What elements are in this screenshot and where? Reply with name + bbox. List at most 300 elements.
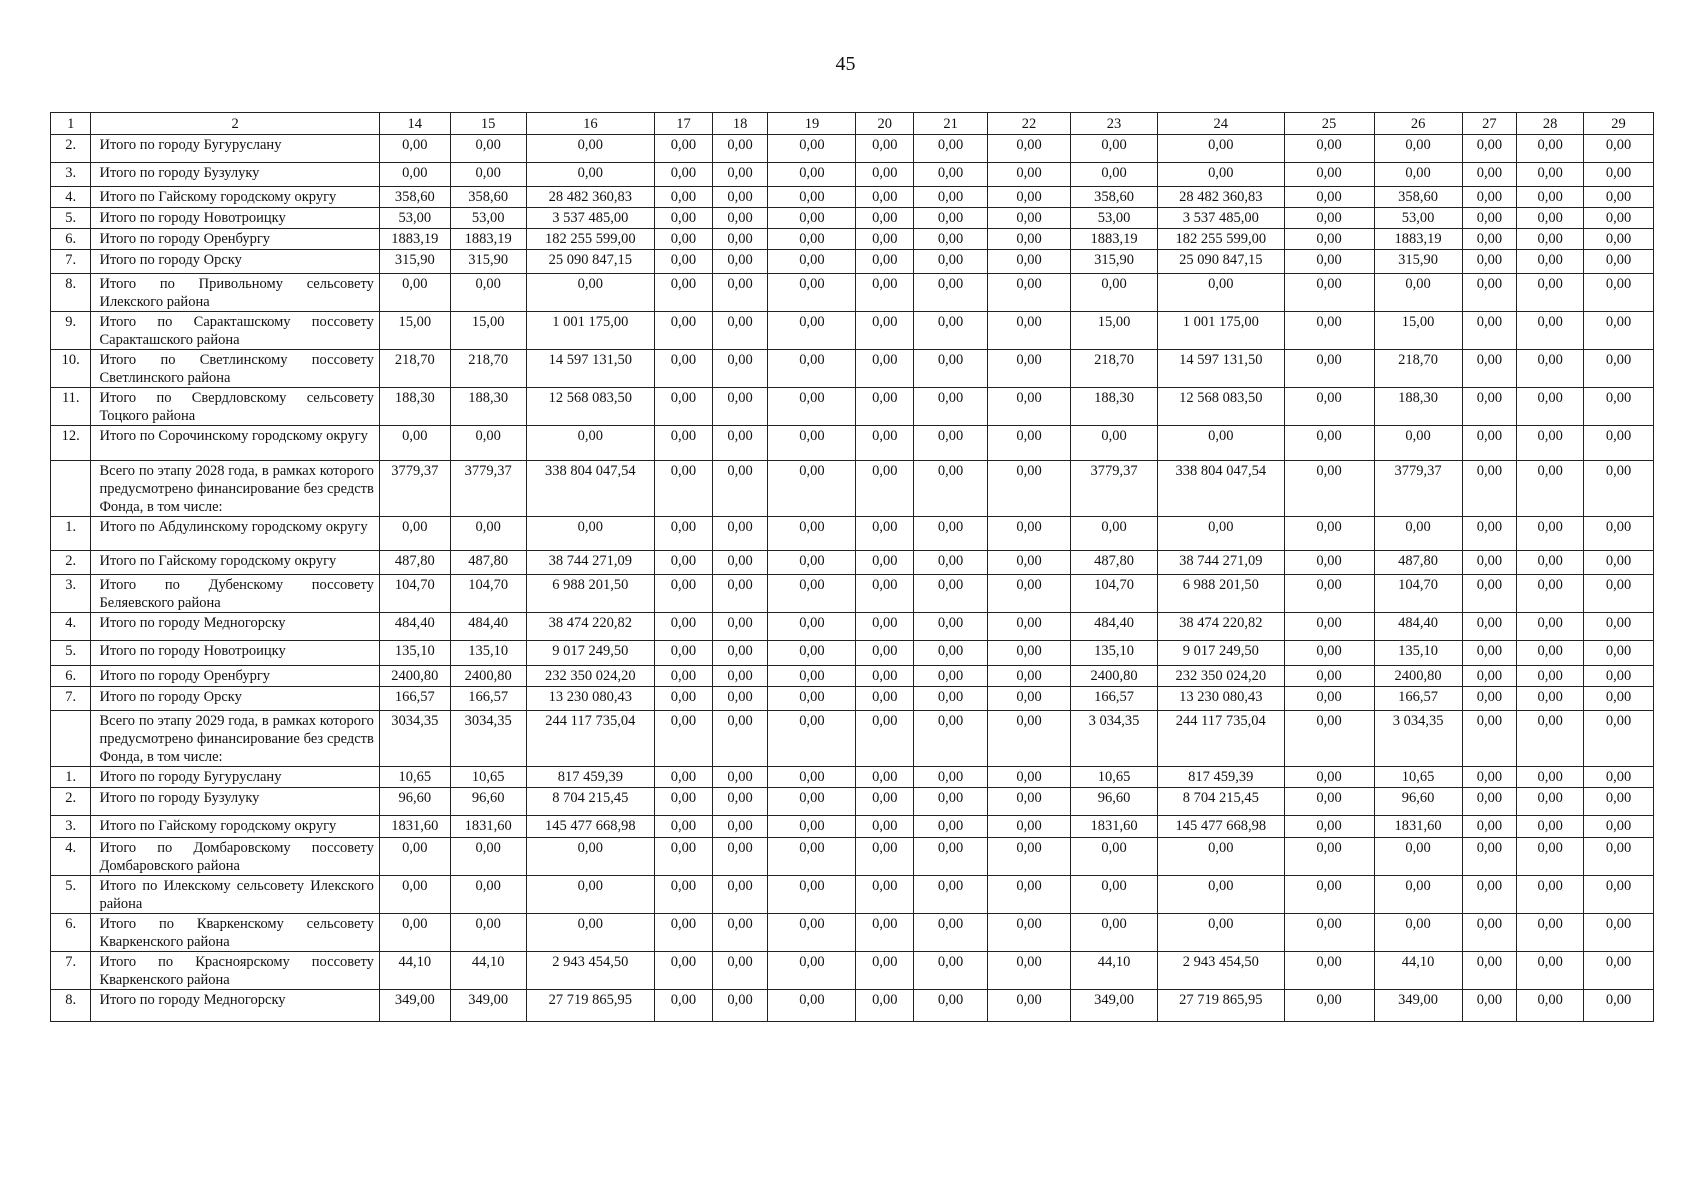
value-cell: 0,00: [655, 426, 713, 461]
value-cell: 0,00: [1517, 135, 1584, 163]
value-cell: 487,80: [379, 551, 450, 575]
table-row: [51, 641, 1654, 666]
value-cell: 166,57: [450, 687, 526, 711]
value-cell: 0,00: [1462, 838, 1517, 876]
value-cell: 0,00: [988, 208, 1071, 229]
value-cell: 0,00: [914, 575, 988, 613]
value-cell: 0,00: [655, 461, 713, 517]
value-cell: 0,00: [1584, 788, 1654, 816]
value-cell: 0,00: [1584, 767, 1654, 788]
column-header: 24: [1158, 113, 1284, 135]
value-cell: 0,00: [856, 163, 914, 187]
value-cell: 0,00: [1584, 187, 1654, 208]
value-cell: 2400,80: [1070, 666, 1157, 687]
value-cell: 0,00: [655, 208, 713, 229]
value-cell: 0,00: [914, 517, 988, 551]
value-cell: 0,00: [988, 135, 1071, 163]
value-cell: 0,00: [1284, 208, 1374, 229]
value-cell: 0,00: [655, 914, 713, 952]
value-cell: 0,00: [988, 687, 1071, 711]
value-cell: 25 090 847,15: [1158, 250, 1284, 274]
row-name-cell: Итого по городу Новотроицку: [91, 208, 379, 229]
value-cell: 0,00: [1284, 250, 1374, 274]
value-cell: 3779,37: [450, 461, 526, 517]
value-cell: 0,00: [988, 666, 1071, 687]
value-cell: 0,00: [1462, 517, 1517, 551]
row-name-cell: Итого по Дубенскому поссовету Беляевского района: [91, 575, 379, 613]
value-cell: 338 804 047,54: [1158, 461, 1284, 517]
value-cell: 0,00: [379, 163, 450, 187]
value-cell: 0,00: [655, 274, 713, 312]
value-cell: 0,00: [914, 687, 988, 711]
table-row: [51, 613, 1654, 641]
value-cell: 0,00: [1517, 250, 1584, 274]
value-cell: 0,00: [856, 250, 914, 274]
value-cell: 0,00: [1517, 461, 1584, 517]
value-cell: 182 255 599,00: [526, 229, 655, 250]
value-cell: 0,00: [655, 687, 713, 711]
value-cell: 0,00: [655, 613, 713, 641]
value-cell: 0,00: [768, 208, 856, 229]
value-cell: 6 988 201,50: [526, 575, 655, 613]
value-cell: 104,70: [1374, 575, 1462, 613]
value-cell: 0,00: [655, 952, 713, 990]
value-cell: 44,10: [1374, 952, 1462, 990]
value-cell: 358,60: [1374, 187, 1462, 208]
value-cell: 0,00: [988, 838, 1071, 876]
column-header: 2: [91, 113, 379, 135]
value-cell: 1831,60: [450, 816, 526, 838]
row-number-cell: 7.: [51, 687, 91, 711]
value-cell: 0,00: [768, 914, 856, 952]
value-cell: 3 034,35: [1374, 711, 1462, 767]
value-cell: 2 943 454,50: [526, 952, 655, 990]
value-cell: 0,00: [768, 388, 856, 426]
value-cell: 0,00: [914, 208, 988, 229]
row-name-cell: Итого по Светлинскому поссовету Светлинского района: [91, 350, 379, 388]
value-cell: 0,00: [1462, 551, 1517, 575]
row-name-cell: Итого по городу Оренбургу: [91, 666, 379, 687]
value-cell: 0,00: [988, 711, 1071, 767]
value-cell: 0,00: [1284, 711, 1374, 767]
value-cell: 0,00: [988, 461, 1071, 517]
value-cell: 0,00: [1070, 163, 1157, 187]
value-cell: 0,00: [1584, 575, 1654, 613]
value-cell: 0,00: [526, 426, 655, 461]
table-row: [51, 687, 1654, 711]
value-cell: 0,00: [655, 767, 713, 788]
value-cell: 0,00: [1284, 312, 1374, 350]
column-header: 22: [988, 113, 1071, 135]
value-cell: 166,57: [1374, 687, 1462, 711]
value-cell: 104,70: [1070, 575, 1157, 613]
value-cell: 0,00: [712, 208, 768, 229]
value-cell: 0,00: [914, 990, 988, 1022]
value-cell: 3 537 485,00: [526, 208, 655, 229]
value-cell: 96,60: [379, 788, 450, 816]
value-cell: 0,00: [988, 187, 1071, 208]
column-header: 21: [914, 113, 988, 135]
row-number-cell: 4.: [51, 187, 91, 208]
row-number-cell: 4.: [51, 838, 91, 876]
value-cell: 53,00: [379, 208, 450, 229]
table-row: [51, 312, 1654, 350]
row-number-cell: 5.: [51, 641, 91, 666]
value-cell: 0,00: [914, 187, 988, 208]
value-cell: 0,00: [768, 838, 856, 876]
value-cell: 0,00: [1517, 914, 1584, 952]
value-cell: 0,00: [1517, 876, 1584, 914]
value-cell: 25 090 847,15: [526, 250, 655, 274]
value-cell: 0,00: [1584, 426, 1654, 461]
value-cell: 3034,35: [450, 711, 526, 767]
value-cell: 0,00: [1284, 666, 1374, 687]
value-cell: 0,00: [655, 187, 713, 208]
value-cell: 0,00: [1462, 250, 1517, 274]
row-name-cell: Итого по городу Новотроицку: [91, 641, 379, 666]
row-name-cell: Итого по городу Медногорску: [91, 613, 379, 641]
value-cell: 0,00: [712, 350, 768, 388]
value-cell: 0,00: [1584, 952, 1654, 990]
table-row: [51, 208, 1654, 229]
value-cell: 484,40: [379, 613, 450, 641]
value-cell: 0,00: [856, 426, 914, 461]
value-cell: 0,00: [712, 816, 768, 838]
value-cell: 0,00: [1462, 426, 1517, 461]
value-cell: 0,00: [1517, 687, 1584, 711]
value-cell: 0,00: [379, 135, 450, 163]
value-cell: 27 719 865,95: [526, 990, 655, 1022]
value-cell: 0,00: [1584, 274, 1654, 312]
row-number-cell: 7.: [51, 250, 91, 274]
value-cell: 0,00: [1462, 312, 1517, 350]
value-cell: 0,00: [1584, 350, 1654, 388]
value-cell: 358,60: [379, 187, 450, 208]
value-cell: 0,00: [1517, 838, 1584, 876]
table-row: [51, 461, 1654, 517]
value-cell: 0,00: [1584, 876, 1654, 914]
value-cell: 44,10: [379, 952, 450, 990]
value-cell: 1831,60: [1374, 816, 1462, 838]
value-cell: 0,00: [379, 914, 450, 952]
table-row: [51, 666, 1654, 687]
value-cell: 0,00: [856, 187, 914, 208]
value-cell: 15,00: [1374, 312, 1462, 350]
value-cell: 1883,19: [450, 229, 526, 250]
row-number-cell: 12.: [51, 426, 91, 461]
value-cell: 14 597 131,50: [1158, 350, 1284, 388]
value-cell: 0,00: [914, 135, 988, 163]
value-cell: 188,30: [1070, 388, 1157, 426]
value-cell: 96,60: [450, 788, 526, 816]
value-cell: 0,00: [1584, 312, 1654, 350]
value-cell: 0,00: [988, 876, 1071, 914]
value-cell: 145 477 668,98: [1158, 816, 1284, 838]
table-row: [51, 767, 1654, 788]
value-cell: 0,00: [1284, 229, 1374, 250]
value-cell: 0,00: [768, 163, 856, 187]
value-cell: 0,00: [655, 641, 713, 666]
value-cell: 0,00: [712, 914, 768, 952]
value-cell: 0,00: [1284, 876, 1374, 914]
row-name-cell: Итого по городу Оренбургу: [91, 229, 379, 250]
value-cell: 0,00: [914, 952, 988, 990]
column-header: 15: [450, 113, 526, 135]
value-cell: 12 568 083,50: [1158, 388, 1284, 426]
value-cell: 0,00: [768, 666, 856, 687]
value-cell: 0,00: [1584, 208, 1654, 229]
value-cell: 0,00: [655, 229, 713, 250]
row-number-cell: 4.: [51, 613, 91, 641]
row-number-cell: 1.: [51, 767, 91, 788]
value-cell: 232 350 024,20: [1158, 666, 1284, 687]
value-cell: 12 568 083,50: [526, 388, 655, 426]
value-cell: 0,00: [1284, 767, 1374, 788]
value-cell: 315,90: [379, 250, 450, 274]
value-cell: 135,10: [379, 641, 450, 666]
column-header: 25: [1284, 113, 1374, 135]
value-cell: 0,00: [1462, 687, 1517, 711]
value-cell: 8 704 215,45: [1158, 788, 1284, 816]
table-row: [51, 426, 1654, 461]
value-cell: 0,00: [1462, 229, 1517, 250]
value-cell: 0,00: [450, 426, 526, 461]
value-cell: 104,70: [379, 575, 450, 613]
value-cell: 0,00: [1584, 388, 1654, 426]
row-number-cell: 3.: [51, 575, 91, 613]
value-cell: 0,00: [1284, 135, 1374, 163]
value-cell: 1883,19: [1374, 229, 1462, 250]
value-cell: 0,00: [988, 767, 1071, 788]
value-cell: 0,00: [988, 613, 1071, 641]
value-cell: 0,00: [1284, 163, 1374, 187]
value-cell: 0,00: [1462, 816, 1517, 838]
table-row: [51, 229, 1654, 250]
value-cell: 96,60: [1070, 788, 1157, 816]
value-cell: 15,00: [450, 312, 526, 350]
value-cell: 218,70: [1374, 350, 1462, 388]
value-cell: 3034,35: [379, 711, 450, 767]
value-cell: 135,10: [1374, 641, 1462, 666]
value-cell: 0,00: [1284, 952, 1374, 990]
value-cell: 0,00: [1284, 551, 1374, 575]
row-name-cell: Итого по городу Орску: [91, 250, 379, 274]
value-cell: 0,00: [988, 163, 1071, 187]
value-cell: 0,00: [450, 135, 526, 163]
value-cell: 0,00: [768, 229, 856, 250]
value-cell: 0,00: [655, 551, 713, 575]
column-header: 19: [768, 113, 856, 135]
row-number-cell: [51, 711, 91, 767]
row-name-cell: Итого по городу Орску: [91, 687, 379, 711]
value-cell: 0,00: [768, 641, 856, 666]
value-cell: 0,00: [1284, 426, 1374, 461]
value-cell: 135,10: [1070, 641, 1157, 666]
row-number-cell: 2.: [51, 551, 91, 575]
value-cell: 0,00: [1462, 876, 1517, 914]
table-row: [51, 990, 1654, 1022]
value-cell: 0,00: [768, 426, 856, 461]
value-cell: 484,40: [450, 613, 526, 641]
row-name-cell: Итого по городу Бузулуку: [91, 788, 379, 816]
value-cell: 2400,80: [450, 666, 526, 687]
value-cell: 487,80: [1374, 551, 1462, 575]
value-cell: 0,00: [1517, 641, 1584, 666]
value-cell: 3 537 485,00: [1158, 208, 1284, 229]
value-cell: 0,00: [1517, 426, 1584, 461]
value-cell: 10,65: [379, 767, 450, 788]
table-row: [51, 250, 1654, 274]
row-number-cell: 8.: [51, 990, 91, 1022]
value-cell: 0,00: [450, 163, 526, 187]
table-row: [51, 914, 1654, 952]
value-cell: 349,00: [1070, 990, 1157, 1022]
value-cell: 0,00: [712, 767, 768, 788]
value-cell: 0,00: [914, 250, 988, 274]
value-cell: 0,00: [1517, 666, 1584, 687]
row-number-cell: 10.: [51, 350, 91, 388]
row-name-cell: Итого по Сорочинскому городскому округу: [91, 426, 379, 461]
value-cell: 0,00: [1584, 914, 1654, 952]
value-cell: 0,00: [1517, 990, 1584, 1022]
value-cell: 3779,37: [379, 461, 450, 517]
row-number-cell: 6.: [51, 666, 91, 687]
value-cell: 0,00: [655, 350, 713, 388]
value-cell: 0,00: [712, 135, 768, 163]
value-cell: 0,00: [1462, 914, 1517, 952]
value-cell: 0,00: [914, 229, 988, 250]
value-cell: 0,00: [856, 517, 914, 551]
value-cell: 0,00: [988, 312, 1071, 350]
value-cell: 0,00: [988, 250, 1071, 274]
value-cell: 0,00: [768, 711, 856, 767]
value-cell: 0,00: [914, 426, 988, 461]
value-cell: 0,00: [450, 274, 526, 312]
value-cell: 0,00: [655, 517, 713, 551]
value-cell: 1883,19: [1070, 229, 1157, 250]
column-header: 26: [1374, 113, 1462, 135]
value-cell: 817 459,39: [1158, 767, 1284, 788]
value-cell: 1831,60: [379, 816, 450, 838]
value-cell: 0,00: [1374, 274, 1462, 312]
value-cell: 0,00: [768, 461, 856, 517]
value-cell: 0,00: [856, 641, 914, 666]
value-cell: 349,00: [1374, 990, 1462, 1022]
value-cell: 0,00: [712, 575, 768, 613]
value-cell: 2 943 454,50: [1158, 952, 1284, 990]
value-cell: 0,00: [655, 388, 713, 426]
value-cell: 0,00: [1517, 229, 1584, 250]
value-cell: 0,00: [1284, 687, 1374, 711]
value-cell: 0,00: [1462, 274, 1517, 312]
value-cell: 0,00: [856, 461, 914, 517]
value-cell: 0,00: [1584, 229, 1654, 250]
value-cell: 0,00: [1517, 350, 1584, 388]
value-cell: 0,00: [1517, 767, 1584, 788]
table-row: [51, 388, 1654, 426]
value-cell: 53,00: [1070, 208, 1157, 229]
value-cell: 0,00: [1517, 187, 1584, 208]
value-cell: 0,00: [1517, 208, 1584, 229]
value-cell: 0,00: [712, 388, 768, 426]
value-cell: 0,00: [988, 274, 1071, 312]
value-cell: 0,00: [1070, 517, 1157, 551]
value-cell: 0,00: [655, 666, 713, 687]
value-cell: 0,00: [1070, 274, 1157, 312]
value-cell: 0,00: [655, 838, 713, 876]
column-header: 23: [1070, 113, 1157, 135]
value-cell: 0,00: [1584, 641, 1654, 666]
value-cell: 0,00: [988, 641, 1071, 666]
value-cell: 0,00: [712, 163, 768, 187]
value-cell: 0,00: [1284, 388, 1374, 426]
value-cell: 0,00: [655, 711, 713, 767]
value-cell: 0,00: [914, 274, 988, 312]
row-name-cell: Итого по Саракташскому поссовету Саракташского района: [91, 312, 379, 350]
value-cell: 28 482 360,83: [526, 187, 655, 208]
value-cell: 0,00: [655, 312, 713, 350]
value-cell: 244 117 735,04: [526, 711, 655, 767]
value-cell: 0,00: [1462, 641, 1517, 666]
value-cell: 0,00: [856, 551, 914, 575]
value-cell: 0,00: [712, 426, 768, 461]
value-cell: 0,00: [988, 388, 1071, 426]
value-cell: 38 474 220,82: [1158, 613, 1284, 641]
value-cell: 0,00: [914, 641, 988, 666]
value-cell: 0,00: [1158, 517, 1284, 551]
value-cell: 28 482 360,83: [1158, 187, 1284, 208]
value-cell: 0,00: [1158, 876, 1284, 914]
column-header: 14: [379, 113, 450, 135]
value-cell: 8 704 215,45: [526, 788, 655, 816]
value-cell: 104,70: [450, 575, 526, 613]
column-header: 18: [712, 113, 768, 135]
table-row: [51, 788, 1654, 816]
value-cell: 487,80: [450, 551, 526, 575]
value-cell: 6 988 201,50: [1158, 575, 1284, 613]
table-row: [51, 274, 1654, 312]
value-cell: 0,00: [988, 990, 1071, 1022]
value-cell: 358,60: [450, 187, 526, 208]
value-cell: 0,00: [914, 914, 988, 952]
value-cell: 0,00: [914, 350, 988, 388]
row-number-cell: 11.: [51, 388, 91, 426]
value-cell: 0,00: [768, 767, 856, 788]
row-number-cell: 5.: [51, 208, 91, 229]
row-name-cell: Итого по Абдулинскому городскому округу: [91, 517, 379, 551]
value-cell: 0,00: [526, 517, 655, 551]
value-cell: 0,00: [1374, 876, 1462, 914]
table-row: [51, 135, 1654, 163]
value-cell: 9 017 249,50: [1158, 641, 1284, 666]
row-number-cell: 1.: [51, 517, 91, 551]
value-cell: 0,00: [1462, 135, 1517, 163]
value-cell: 0,00: [450, 914, 526, 952]
value-cell: 0,00: [655, 816, 713, 838]
value-cell: 0,00: [856, 350, 914, 388]
value-cell: 0,00: [1517, 613, 1584, 641]
row-number-cell: 2.: [51, 135, 91, 163]
value-cell: 0,00: [1517, 517, 1584, 551]
value-cell: 0,00: [712, 990, 768, 1022]
row-number-cell: 5.: [51, 876, 91, 914]
value-cell: 0,00: [712, 788, 768, 816]
row-number-cell: 2.: [51, 788, 91, 816]
value-cell: 349,00: [450, 990, 526, 1022]
value-cell: 0,00: [856, 767, 914, 788]
value-cell: 0,00: [1462, 613, 1517, 641]
value-cell: 0,00: [712, 250, 768, 274]
